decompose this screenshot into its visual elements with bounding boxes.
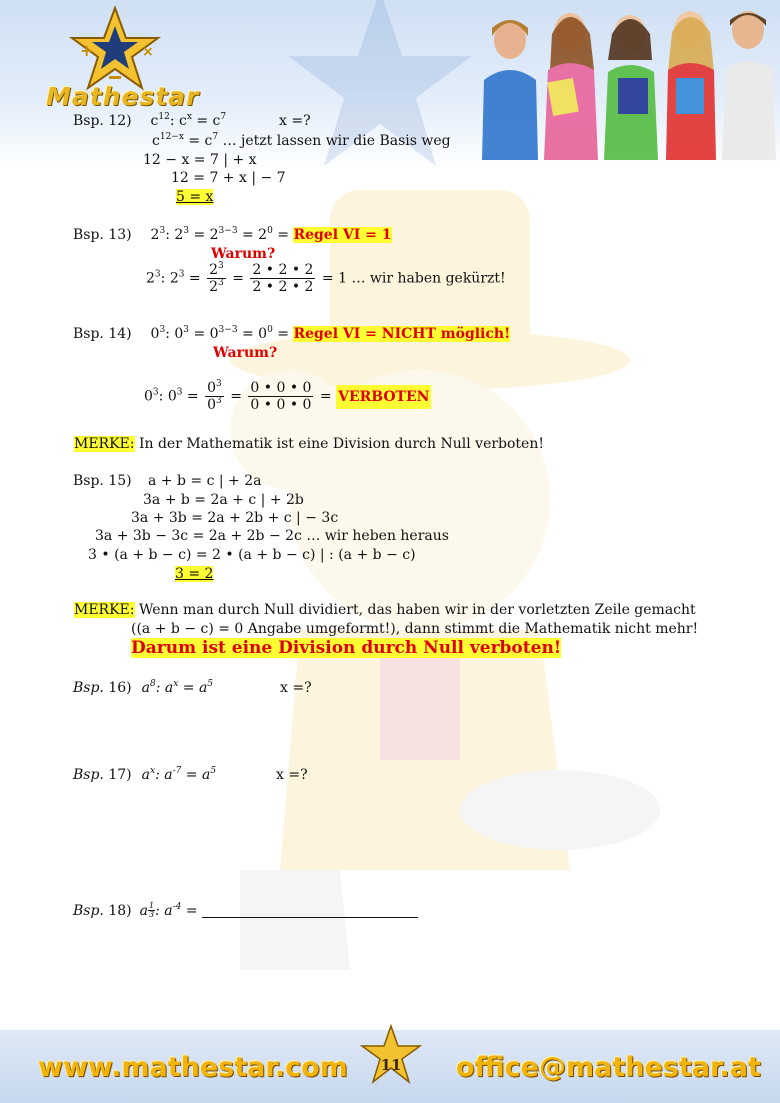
example-12-line-4: 12 = 7 + x | − 7 <box>171 170 286 186</box>
rule-vi-badge: Regel VI = 1 <box>293 227 392 243</box>
merke-note-2-conclusion: Darum ist eine Division durch Null verboten! <box>131 638 562 658</box>
verboten-badge: VERBOTEN <box>336 385 431 409</box>
example-12-equation: $c^{12}$: $c^x = c^7$ <box>150 112 227 129</box>
merke-note-2-line-1: MERKE: Wenn man durch Null dividiert, das haben wir in der vorletzten Zeile gemacht <box>74 602 696 618</box>
example-16-question: x =? <box>280 680 312 696</box>
example-13-label: Bsp. 13) <box>73 227 132 243</box>
footer-website-link[interactable]: www.mathestar.com <box>38 1052 348 1083</box>
example-18-line: Bsp. 18) a $\frac{1}{3}$ : $a^{-4}$ = <box>73 902 418 920</box>
example-15-label: Bsp. 15) <box>73 473 132 489</box>
example-16-equation: $a^8$: $a^x = a^5$ <box>141 679 214 696</box>
page-number-star-icon <box>360 1024 422 1086</box>
example-14-warum: Warum? <box>213 345 278 361</box>
svg-text:+: + <box>80 41 94 60</box>
logo-wordmark: Mathestar <box>46 82 200 111</box>
example-12-line-2: $c^{12-x} = c^7$ … jetzt lassen wir die Basis weg <box>152 132 451 149</box>
example-18-equation: a $\frac{1}{3}$ : $a^{-4}$ = <box>139 901 203 919</box>
merke-label: MERKE: <box>74 602 135 618</box>
svg-text:×: × <box>142 44 154 60</box>
fraction-power: $\frac{2^3}{2^3}$ <box>209 261 224 295</box>
example-15-line-2: 3a + b = 2a + c | + 2b <box>143 492 304 508</box>
fraction-expanded: $\frac{2 • 2 • 2}{2 • 2 • 2}$ <box>252 262 314 295</box>
merke-note-2-line-2: ((a + b − c) = 0 Angabe umgeformt!), dann stimmt die Mathematik nicht mehr! <box>131 621 699 637</box>
example-12-question: x =? <box>279 113 311 129</box>
answer-blank-line[interactable] <box>202 903 418 918</box>
rule-vi-not-possible-badge: Regel VI = NICHT möglich! <box>293 326 511 342</box>
example-15-line-4: 3a + 3b − 3c = 2a + 2b − 2c … wir heben heraus <box>95 528 449 544</box>
example-17-equation: $a^x$: $a^{-7} = a^5$ <box>141 766 217 783</box>
example-13-line-1: Bsp. 13) $2^3$: $2^3 = 2^{3-3} = 2^0$ = Regel VI = 1 <box>73 226 392 243</box>
fraction-expanded-zero: $\frac{0 • 0 • 0}{0 • 0 • 0}$ <box>250 380 312 413</box>
example-13-fraction-line: $2^3$: $2^3$ = $\frac{2^3}{2^3}$ = $\frac{2 • 2 • 2}{2 • 2 • 2}$ = 1 … wir haben gekürzt! <box>146 261 506 295</box>
exponent-one-third: $\frac{1}{3}$ <box>148 901 155 919</box>
example-14-line-1: Bsp. 14) $0^3$: $0^3 = 0^{3-3} = 0^0$ = Regel VI = NICHT möglich! <box>73 325 511 342</box>
merke-label: MERKE: <box>74 436 135 452</box>
star-watermark-icon <box>280 0 480 180</box>
fraction-power-zero: $\frac{0^3}{0^3}$ <box>207 379 222 413</box>
example-17-line: Bsp. 17) $a^x$: $a^{-7} = a^5$ <box>73 766 217 783</box>
example-14-label: Bsp. 14) <box>73 326 132 342</box>
example-12-label: Bsp. 12) <box>73 113 132 129</box>
example-17-question: x =? <box>276 767 308 783</box>
merke-note-1: MERKE: In der Mathematik ist eine Division durch Null verboten! <box>74 436 544 452</box>
example-15-line-3: 3a + 3b = 2a + 2b + c | − 3c <box>131 510 339 526</box>
example-12-answer: 5 = x <box>176 189 214 205</box>
page-number: 11 <box>380 1056 402 1074</box>
example-16-line: Bsp. 16) $a^8$: $a^x = a^5$ <box>73 679 214 696</box>
example-12-line-1 <box>73 112 226 130</box>
example-15-line-5: 3 • (a + b − c) = 2 • (a + b − c) | : (a + b − c) <box>88 547 416 563</box>
students-photo <box>470 0 780 160</box>
example-12-line-3: 12 − x = 7 | + x <box>143 152 257 168</box>
example-13-warum: Warum? <box>211 246 276 262</box>
example-15-answer: 3 = 2 <box>175 566 214 582</box>
example-14-fraction-line: $0^3$: $0^3$ = $\frac{0^3}{0^3}$ = $\frac{0 • 0 • 0}{0 • 0 • 0}$ = VERBOTEN <box>144 379 430 413</box>
footer-email-link[interactable]: office@mathestar.at <box>456 1052 761 1083</box>
example-15-line-1: a + b = c | + 2a <box>148 473 262 489</box>
